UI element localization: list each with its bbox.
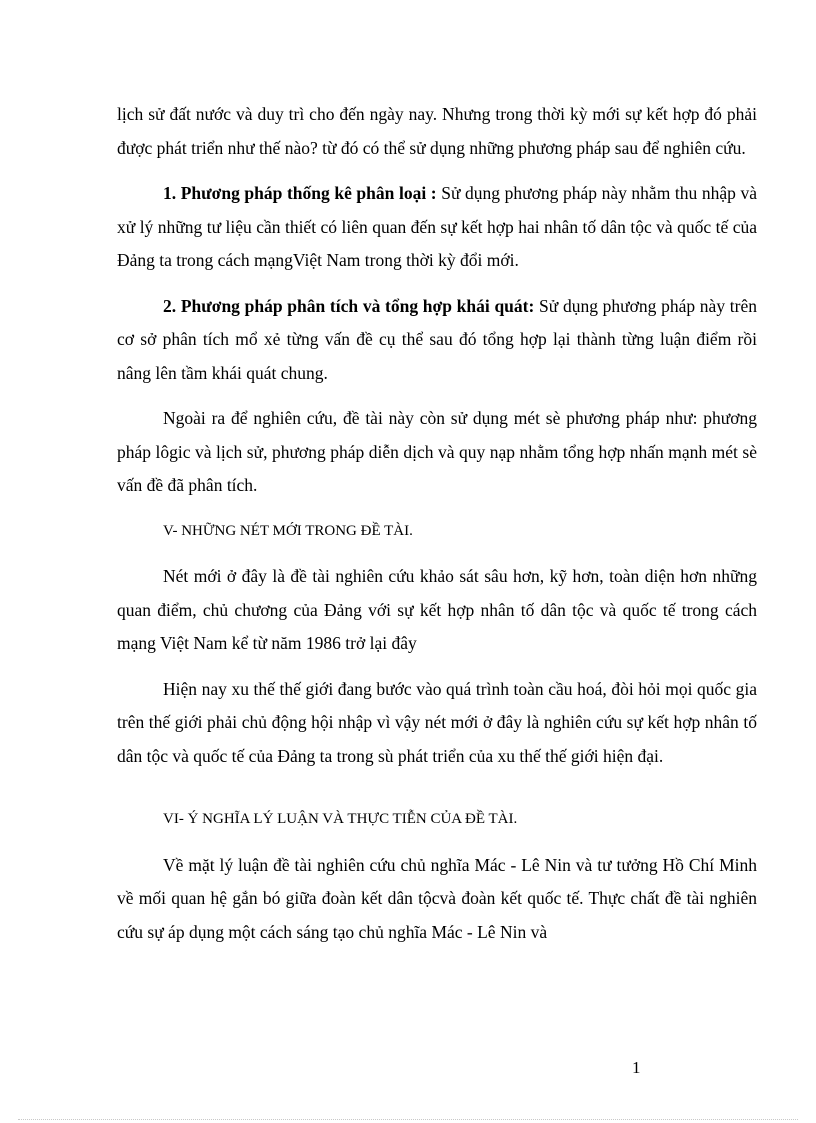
page-bottom-divider (18, 1119, 798, 1120)
paragraph-intro: lịch sử đất nước và duy trì cho đến ngày nay. Nhưng trong thời kỳ mới sự kết hợp đó phải được phát triển như thế nào? từ đó có thể sử dụng những phương pháp sau để nghiên cứu. (117, 104, 757, 158)
page-number: 1 (632, 1058, 641, 1077)
paragraph-method-2 (117, 290, 757, 391)
paragraph-v-2: Hiện nay xu thế thế giới đang bước vào quá trình toàn cầu hoá, đòi hỏi mọi quốc gia trên thế giới phải chủ động hội nhập vì vậy nét mới ở đây là nghiên cứu sự kết hợp nhân tố dân tộc và quốc tế của Đảng ta trong sù phát triển của xu thế thế giới hiện đại. (117, 678, 757, 766)
method-2-label: 2. Phương pháp phân tích và tổng hợp khái quát: (163, 295, 535, 316)
paragraph-other-methods: Ngoài ra để nghiên cứu, đề tài này còn sử dụng mét sè phương pháp như: phương pháp lôgic và lịch sử, phương pháp diễn dịch và quy nạp nhằm tổng hợp nhấn mạnh mét sè vấn đề đã phân tích. (117, 408, 757, 495)
paragraph-v-1: Nét mới ở đây là đề tài nghiên cứu khảo sát sâu hơn, kỹ hơn, toàn diện hơn những quan điểm, chủ chương của Đảng với sự kết hợp nhân tố dân tộc và quốc tế trong cách mạng Việt Nam kể từ năm 1986 trở lại đây (117, 566, 757, 653)
method-2-text: Sử dụng phương pháp này trên cơ sở phân tích mổ xẻ từng vấn đề cụ thể sau đó tổng hợp lại thành từng luận điểm rồi nâng lên tầm khái quát chung. (117, 295, 757, 383)
page-body (117, 98, 757, 961)
section-heading-vi: VI- Ý NGHĨA LÝ LUẬN VÀ THỰC TIỄN CỦA ĐỀ TÀI. (163, 811, 518, 827)
section-heading-v: V- NHỮNG NÉT MỚI TRONG ĐỀ TÀI. (163, 522, 413, 539)
paragraph-method-1 (117, 177, 757, 278)
method-1-label: 1. Phương pháp thống kê phân loại : (163, 183, 437, 203)
method-1-text: Sử dụng phương pháp này nhằm thu nhập và xử lý những tư liệu cần thiết có liên quan đến sự kết hợp hai nhân tố dân tộc và quốc tế của Đảng ta trong cách mạngViệt Nam trong thời kỳ đổi mới. (117, 183, 757, 270)
paragraph-vi-1: Về mặt lý luận đề tài nghiên cứu chủ nghĩa Mác - Lê Nin và tư tưởng Hồ Chí Minh về mối quan hệ gắn bó giữa đoàn kết dân tộcvà đoàn kết quốc tế. Thực chất đề tài nghiên cứu sự áp dụng một cách sáng tạo chủ nghĩa Mác - Lê Nin và (117, 854, 757, 942)
